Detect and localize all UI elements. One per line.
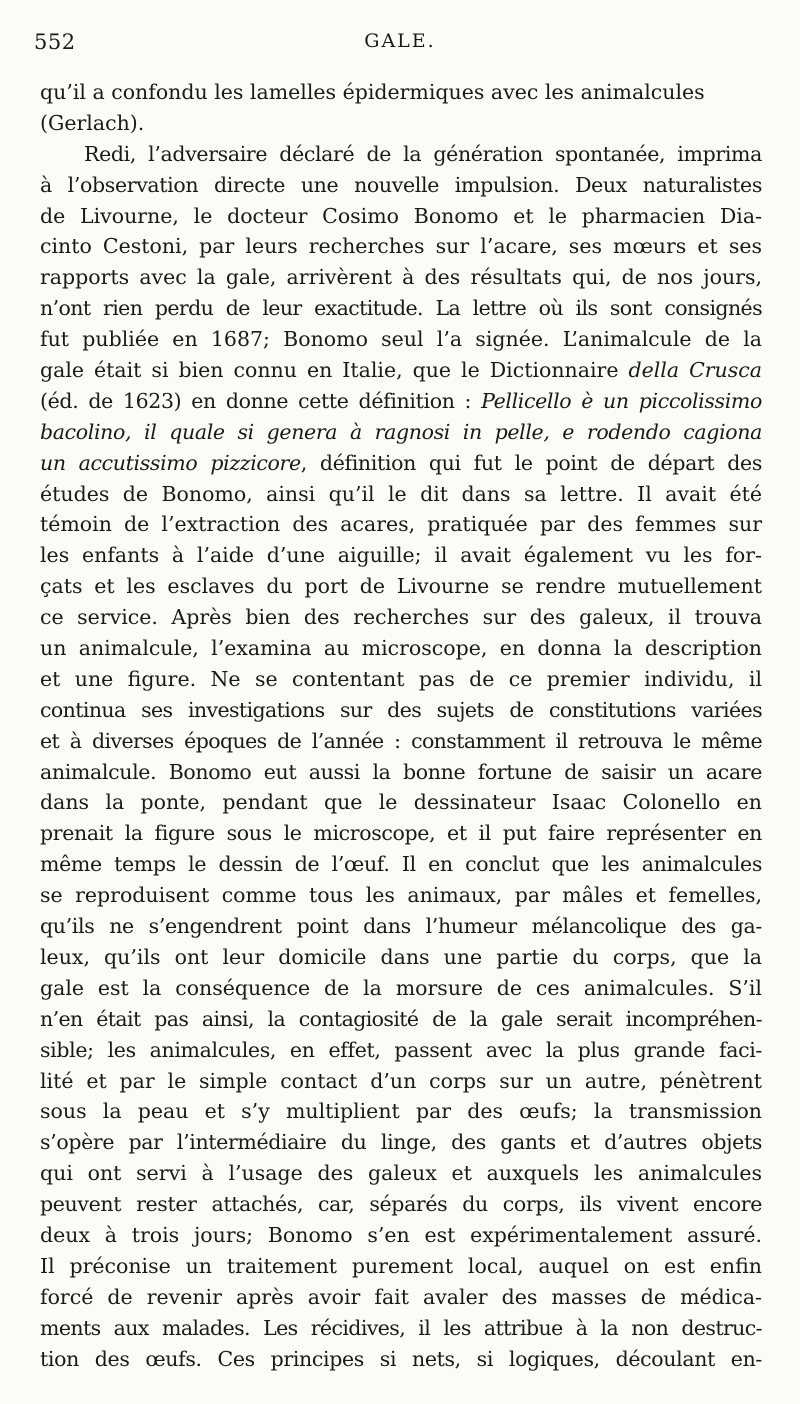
text-line: qu’ils ne s’engendrent point dans l’humeur mélancolique des ga-: [40, 914, 762, 939]
text-line: dans la ponte, pendant que le dessinateur Isaac Colonello en: [40, 790, 762, 815]
text-line: s’opère par l’intermédiaire du linge, des gants et d’autres objets: [40, 1130, 762, 1155]
text-line: qui ont servi à l’usage des galeux et auxquels les animalcules: [40, 1161, 762, 1186]
text-line: à l’observation directe une nouvelle impulsion. Deux naturalistes: [40, 172, 762, 197]
text-line: fut publiée en 1687; Bonomo seul l’a signée. L’animalcule de la: [40, 327, 762, 352]
text-line: rapports avec la gale, arrivèrent à des résultats qui, de nos jours,: [40, 265, 762, 290]
text-line: n’ont rien perdu de leur exactitude. La lettre où ils sont consignés: [40, 296, 762, 321]
page-header: [34, 30, 766, 60]
text-line: et à diverses époques de l’année : constamment il retrouva le même: [40, 728, 762, 753]
text-line: animalcule. Bonomo eut aussi la bonne fortune de saisir un acare: [40, 759, 762, 784]
text-line: tion des œufs. Ces principes si nets, si logiques, découlant en-: [40, 1346, 762, 1371]
text-line: Il préconise un traitement purement local, auquel on est enfin: [40, 1253, 762, 1278]
text-line: deux à trois jours; Bonomo s’en est expérimentalement assuré.: [40, 1222, 762, 1247]
text-line: se reproduisent comme tous les animaux, par mâles et femelles,: [40, 883, 762, 908]
page-number: 552: [34, 30, 76, 54]
text-line: sible; les animalcules, en effet, passent avec la plus grande faci-: [40, 1037, 762, 1062]
text-line: forcé de revenir après avoir fait avaler des masses de médica-: [40, 1284, 762, 1309]
text-line: ments aux malades. Les récidives, il les attribue à la non destruc-: [40, 1315, 762, 1340]
text-line: gale est la conséquence de la morsure de ces animalcules. S’il: [40, 975, 762, 1000]
text-line: (Gerlach).: [40, 110, 145, 135]
text-line: qu’il a confondu les lamelles épidermiques avec les animalcules: [40, 80, 705, 104]
text-line: ce service. Après bien des recherches sur des galeux, il trouva: [40, 605, 762, 630]
text-line: même temps le dessin de l’œuf. Il en conclut que les animalcules: [40, 852, 762, 877]
text-line: sous la peau et s’y multiplient par des œufs; la transmission: [40, 1099, 762, 1124]
text-line: peuvent rester attachés, car, séparés du corps, ils vivent encore: [40, 1192, 762, 1217]
text-line: continua ses investigations sur des sujets de constitutions variées: [40, 697, 762, 722]
text-line: (éd. de 1623) en donne cette définition : Pellicello è un piccolissimo: [40, 388, 762, 413]
running-title: GALE.: [364, 30, 436, 52]
text-line: gale était si bien connu en Italie, que le Dictionnaire della Crusca: [40, 358, 762, 383]
body-text: [40, 77, 762, 1374]
text-line: et une figure. Ne se contentant pas de ce premier individu, il: [40, 666, 762, 691]
text-line: çats et les esclaves du port de Livourne se rendre mutuellement: [40, 574, 762, 599]
text-line: n’en était pas ainsi, la contagiosité de la gale serait incompréhen-: [40, 1006, 762, 1031]
text-line: témoin de l’extraction des acares, pratiquée par des femmes sur: [40, 512, 762, 537]
text-line: Redi, l’adversaire déclaré de la génération spontanée, imprima: [84, 141, 762, 166]
text-line: lité et par le simple contact d’un corps sur un autre, pénètrent: [40, 1068, 762, 1093]
text-line: bacolino, il quale si genera à ragnosi in pelle, e rodendo cagiona: [40, 419, 762, 444]
text-line: un animalcule, l’examina au microscope, en donna la description: [40, 636, 762, 661]
text-line: prenait la figure sous le microscope, et il put faire représenter en: [40, 821, 762, 846]
text-line: leux, qu’ils ont leur domicile dans une partie du corps, que la: [40, 944, 762, 969]
text-line: études de Bonomo, ainsi qu’il le dit dans sa lettre. Il avait été: [40, 481, 762, 506]
text-line: les enfants à l’aide d’une aiguille; il avait également vu les for-: [40, 543, 762, 568]
text-line: cinto Cestoni, par leurs recherches sur l’acare, ses mœurs et ses: [40, 234, 762, 259]
text-line: un accutissimo pizzicore, définition qui fut le point de départ des: [40, 450, 762, 475]
text-line: de Livourne, le docteur Cosimo Bonomo et le pharmacien Dia-: [40, 203, 762, 228]
